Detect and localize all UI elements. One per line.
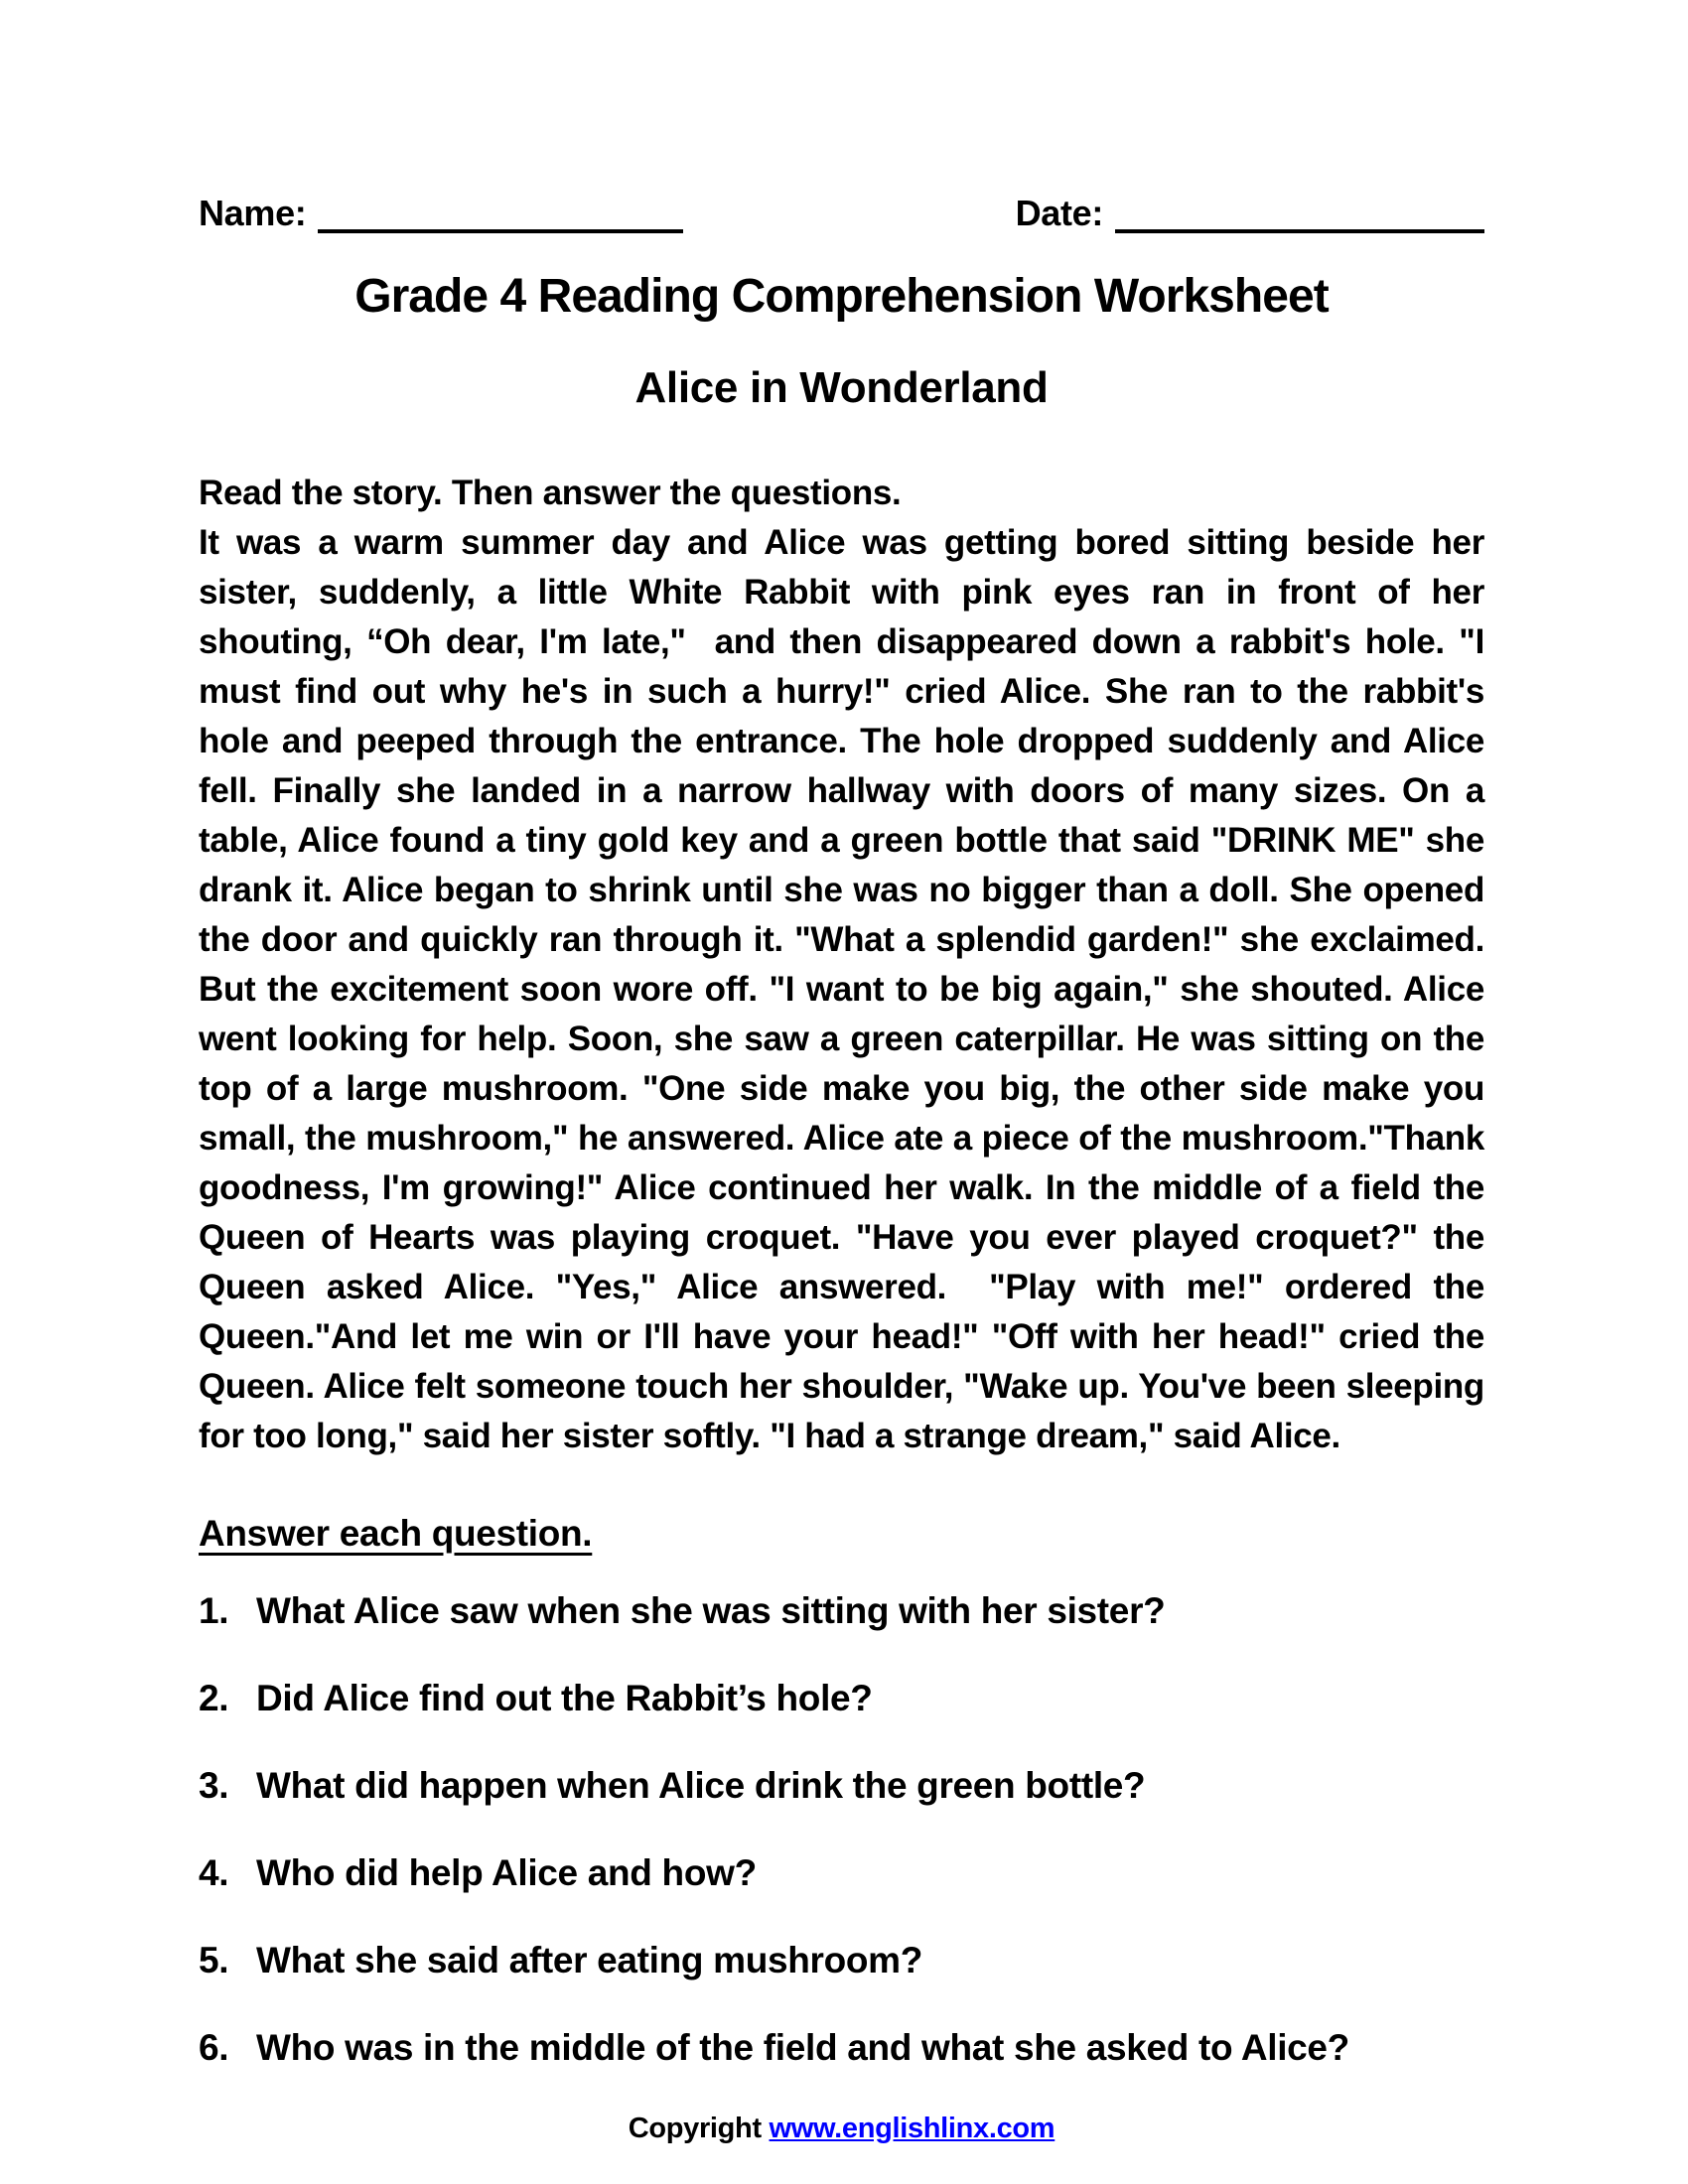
- question-number: 3.: [199, 1765, 229, 1806]
- question-text: What Alice saw when she was sitting with her sister?: [256, 1590, 1166, 1631]
- name-label: Name:: [199, 193, 307, 233]
- question-text: Did Alice find out the Rabbit’s hole?: [256, 1678, 873, 1718]
- page-title: Grade 4 Reading Comprehension Worksheet: [354, 270, 1329, 323]
- englishlinx-link[interactable]: www.englishlinx.com: [769, 2113, 1055, 2144]
- page-subtitle: Alice in Wonderland: [634, 363, 1049, 412]
- question-list: [199, 1588, 1484, 2071]
- question-text: What she said after eating mushroom?: [256, 1940, 923, 1980]
- question-number: 1.: [199, 1590, 229, 1631]
- questions-heading: Answer each question.: [199, 1513, 593, 1554]
- footer: [199, 2113, 1484, 2145]
- question-text: Who was in the middle of the field and what she asked to Alice?: [256, 2027, 1349, 2068]
- question-6: [199, 2025, 1484, 2071]
- question-number: 5.: [199, 1940, 229, 1980]
- question-5: [199, 1938, 1484, 1983]
- question-number: 2.: [199, 1678, 229, 1718]
- story-paragraph: It was a warm summer day and Alice was getting bored sitting beside her sister, suddenly, a little White Rabbit with pink eyes ran in front of her shouting, “Oh dear, I'm late," and then disappeared down a rabbit's hole. "I must find out why he's in such a hurry!" cried Alice. She ran to the rabbit's hole and peeped through the entrance. The hole dropped suddenly and Alice fell. Finally she landed in a narrow hallway with doors of many sizes. On a table, Alice found a tiny gold key and a green bottle that said "DRINK ME" she drank it. Alice began to shrink until she was no bigger than a doll. She opened the door and quickly ran through it. "What a splendid garden!" she exclaimed. But the excitement soon wore off. "I want to be big again," she shouted. Alice went looking for help. Soon, she saw a green caterpillar. He was sitting on the top of a large mushroom. "One side make you big, the other side make you small, the mushroom," he answered. Alice ate a piece of the mushroom."Thank goodness, I'm growing!" Alice continued her walk. In the middle of a field the Queen of Hearts was playing croquet. "Have you ever played croquet?" the Queen asked Alice. "Yes," Alice answered. "Play with me!" ordered the Queen."And let me win or I'll have your head!" "Off with her head!" cried the Queen. Alice felt someone touch her shoulder, "Wake up. You've been sleeping for too long," said her sister softly. "I had a strange dream," said Alice.: [199, 523, 1503, 1455]
- question-text: What did happen when Alice drink the green bottle?: [256, 1765, 1146, 1806]
- question-3: [199, 1763, 1484, 1809]
- copyright-label: Copyright: [628, 2113, 770, 2144]
- question-2: [199, 1676, 1484, 1721]
- question-4: [199, 1850, 1484, 1896]
- date-field-group: [1016, 194, 1484, 233]
- date-blank-line: [1115, 200, 1484, 233]
- name-blank-line: [318, 200, 683, 233]
- instructions-line: Read the story. Then answer the questions.: [199, 474, 902, 512]
- question-1: [199, 1588, 1484, 1634]
- date-label: Date:: [1015, 193, 1103, 233]
- question-text: Who did help Alice and how?: [256, 1852, 757, 1893]
- question-number: 4.: [199, 1852, 229, 1893]
- question-number: 6.: [199, 2027, 229, 2068]
- header: [199, 194, 1484, 233]
- name-field-group: [199, 194, 683, 233]
